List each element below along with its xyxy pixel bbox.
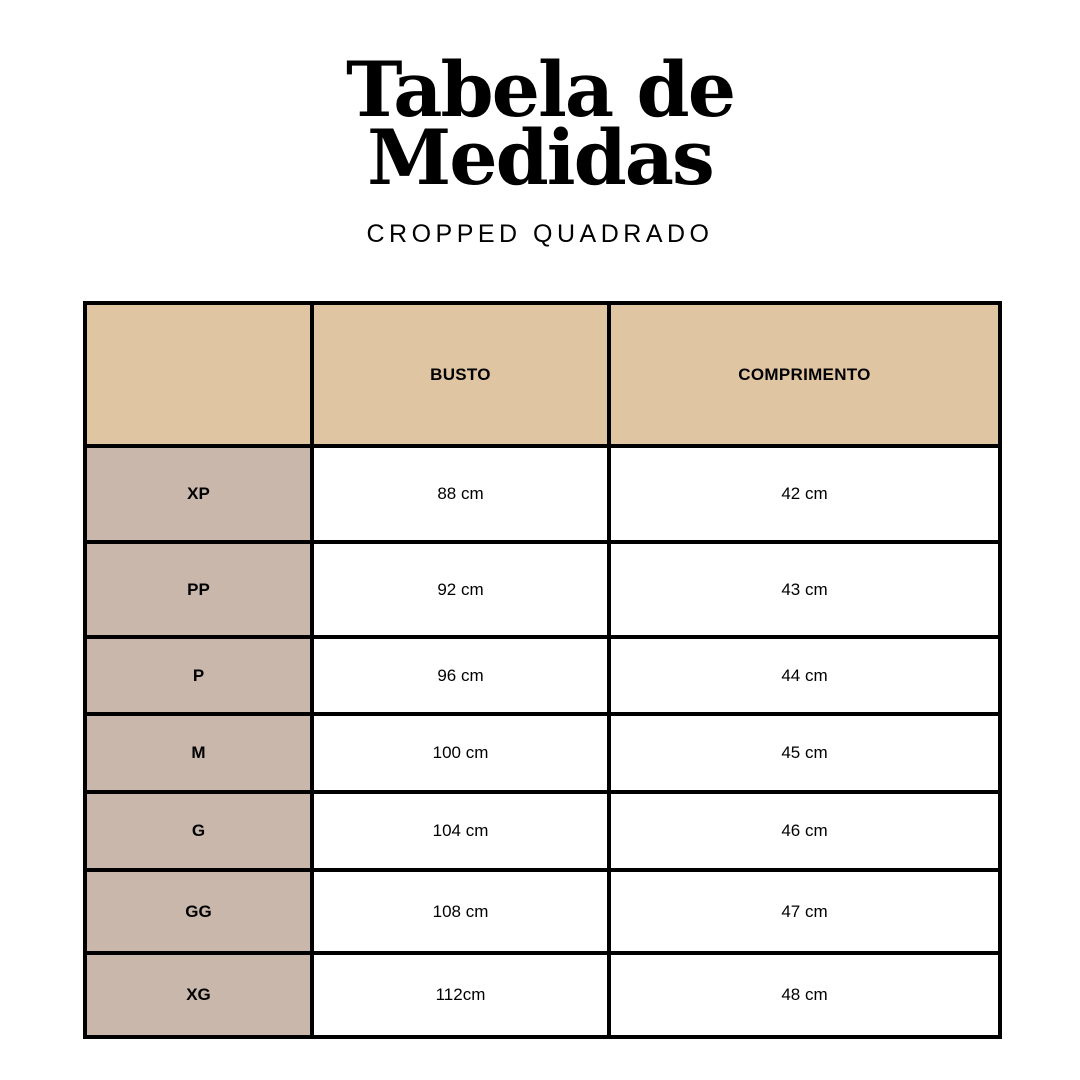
table-row: [85, 542, 1000, 637]
busto-cell: 100 cm: [312, 714, 609, 792]
table-row: [85, 446, 1000, 542]
size-cell: P: [85, 637, 312, 714]
busto-cell: 88 cm: [312, 446, 609, 542]
size-table: [83, 301, 1002, 1039]
comprimento-cell: 45 cm: [609, 714, 1000, 792]
size-cell: M: [85, 714, 312, 792]
comprimento-cell: 43 cm: [609, 542, 1000, 637]
comprimento-cell: 42 cm: [609, 446, 1000, 542]
busto-cell: 104 cm: [312, 792, 609, 870]
table-row: [85, 953, 1000, 1037]
size-cell: PP: [85, 542, 312, 637]
comprimento-cell: 44 cm: [609, 637, 1000, 714]
busto-cell: 108 cm: [312, 870, 609, 953]
table-row: [85, 714, 1000, 792]
header-cell-comprimento: COMPRIMENTO: [609, 303, 1000, 446]
header-cell-size: [85, 303, 312, 446]
size-cell: GG: [85, 870, 312, 953]
size-cell: XG: [85, 953, 312, 1037]
table-row: [85, 637, 1000, 714]
size-cell: XP: [85, 446, 312, 542]
table-row: [85, 870, 1000, 953]
page-subtitle: CROPPED QUADRADO: [366, 220, 714, 248]
size-cell: G: [85, 792, 312, 870]
comprimento-cell: 46 cm: [609, 792, 1000, 870]
busto-cell: 92 cm: [312, 542, 609, 637]
page-title-line-1: Tabela de: [345, 45, 735, 134]
table-header-row: [85, 303, 1000, 446]
page-title-line-2: Medidas: [367, 113, 713, 202]
busto-cell: 96 cm: [312, 637, 609, 714]
header-cell-busto: BUSTO: [312, 303, 609, 446]
busto-cell: 112cm: [312, 953, 609, 1037]
comprimento-cell: 48 cm: [609, 953, 1000, 1037]
table-row: [85, 792, 1000, 870]
comprimento-cell: 47 cm: [609, 870, 1000, 953]
